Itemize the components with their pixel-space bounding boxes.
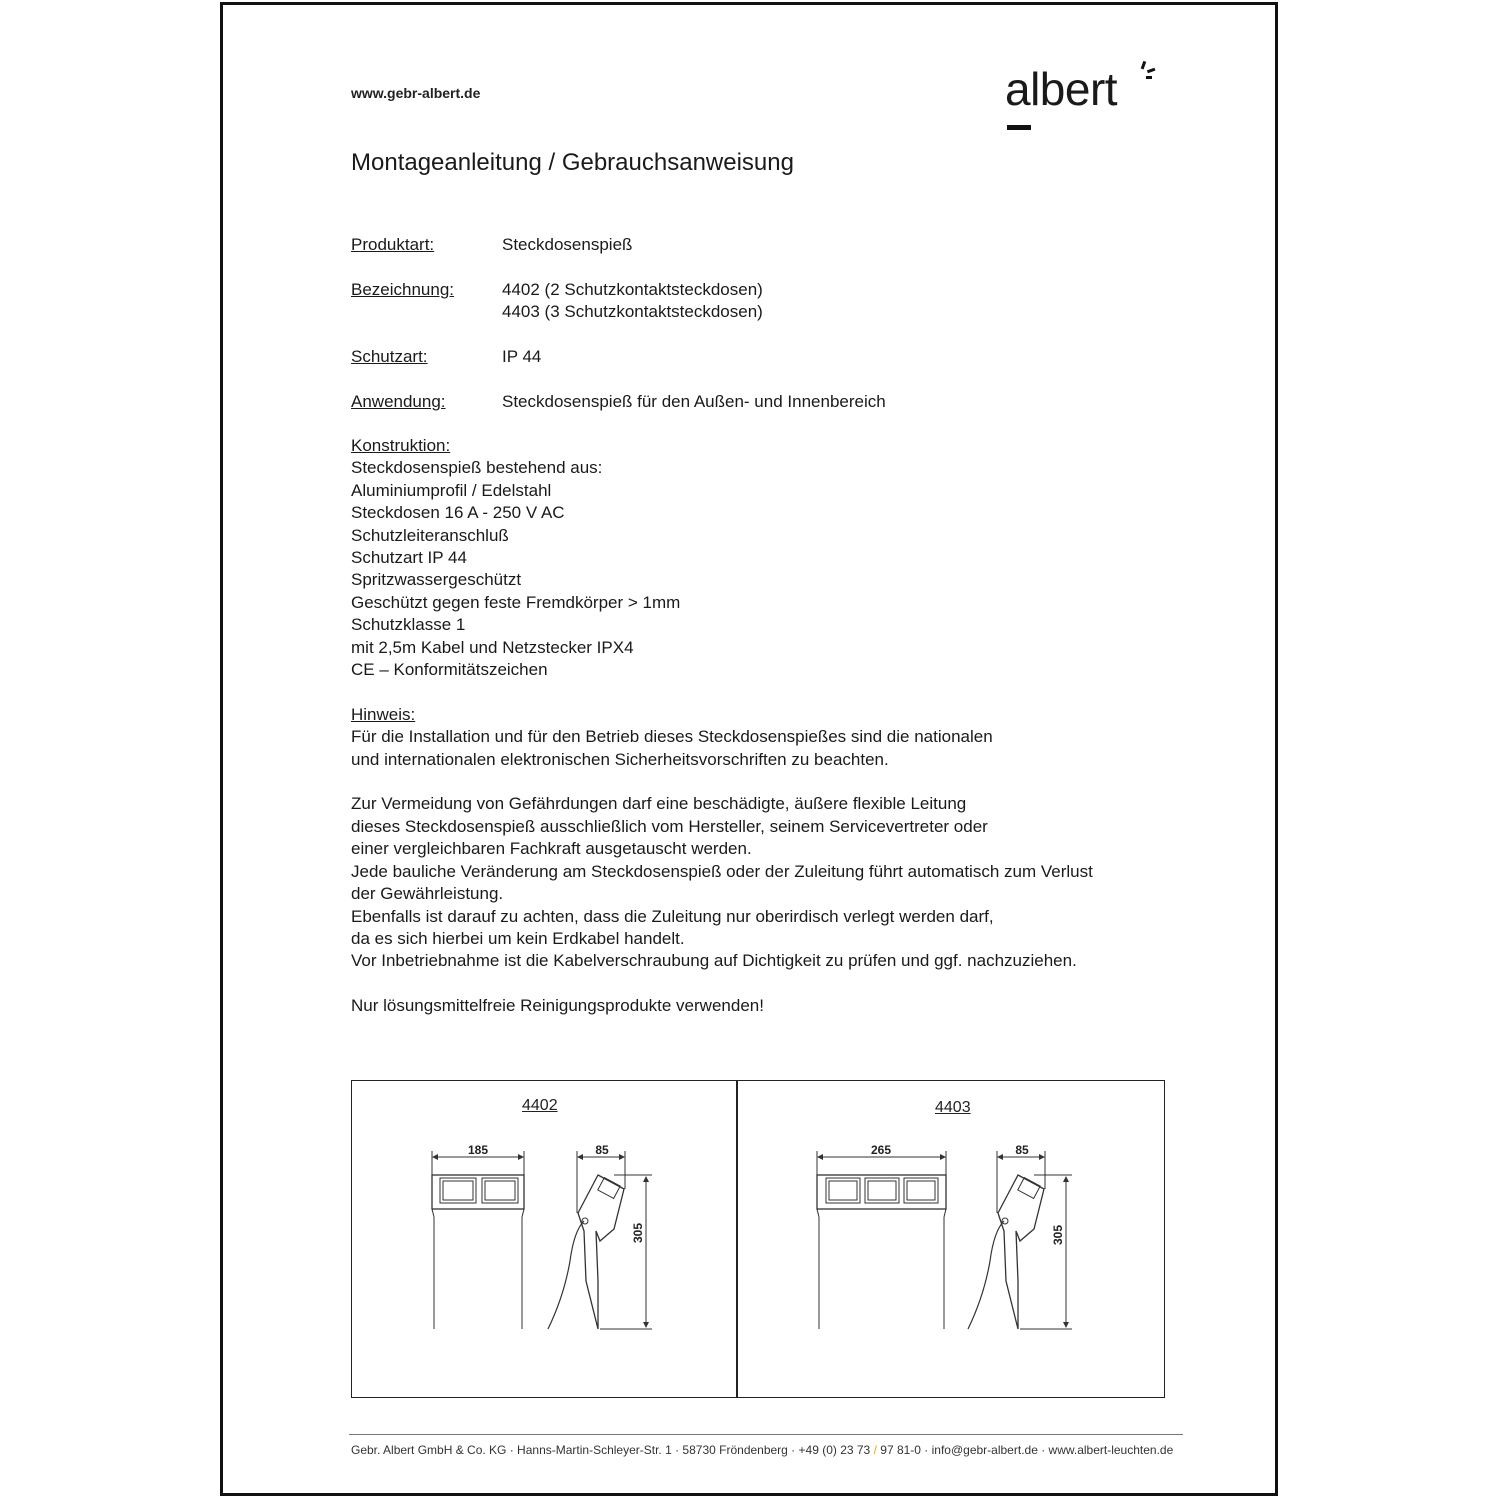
logo-wordmark: albert (1005, 63, 1118, 115)
drawing-title-4403: 4403 (935, 1099, 971, 1116)
notice-line: und internationalen elektronischen Sicherheitsvorschriften zu beachten. (351, 749, 889, 769)
notice-line: da es sich hierbei um kein Erdkabel handelt. (351, 928, 685, 948)
spec-label-bezeichnung: Bezeichnung: (351, 280, 455, 299)
logo-rays-icon (1133, 61, 1159, 87)
construction-line: Geschützt gegen feste Fremdkörper > 1mm (351, 592, 681, 612)
spec-label-produktart: Produktart: (351, 235, 435, 254)
footer (351, 1443, 1173, 1457)
footer-divider (349, 1434, 1183, 1435)
footer-slash: / (873, 1443, 877, 1457)
notice-heading: Hinweis: (351, 704, 416, 724)
cleaning-notice: Nur lösungsmittelfreie Reinigungsprodukte verwenden! (351, 996, 764, 1016)
notice-line: Für die Installation und für den Betrieb dieses Steckdosenspießes sind die nationalen (351, 727, 993, 747)
spec-value-produktart: Steckdosenspieß (502, 235, 633, 254)
dim-height-4402: 305 (631, 1222, 645, 1244)
drawing-canvas (352, 1081, 1164, 1397)
construction-line: Aluminiumprofil / Edelstahl (351, 480, 552, 500)
notice-line: der Gewährleistung. (351, 884, 504, 904)
footer-contact[interactable]: 97 81-0 · info@gebr-albert.de · www.albert-leuchten.de (880, 1443, 1174, 1457)
front-view-4402 (432, 1151, 524, 1329)
drawing-title-4402: 4402 (522, 1097, 558, 1114)
dim-width-4403: 265 (870, 1143, 892, 1157)
notice-line: dieses Steckdosenspieß ausschließlich vom Hersteller, seinem Servicevertreter oder (351, 816, 988, 836)
construction-line: Schutzklasse 1 (351, 615, 466, 635)
spec-label-anwendung: Anwendung: (351, 392, 446, 411)
notice-line: Jede bauliche Veränderung am Steckdosenspieß oder der Zuleitung führt automatisch zum Verlust (351, 861, 1093, 881)
dim-depth-4403: 85 (1015, 1143, 1029, 1157)
construction-line: mit 2,5m Kabel und Netzstecker IPX4 (351, 637, 634, 657)
spec-value-anwendung: Steckdosenspieß für den Außen- und Innenbereich (502, 392, 886, 411)
dim-height-4403: 305 (1051, 1224, 1065, 1246)
dim-width-4402: 185 (467, 1143, 489, 1157)
front-view-4403 (817, 1151, 946, 1329)
spec-value-schutzart: IP 44 (502, 347, 542, 366)
technical-drawings (351, 1080, 1165, 1398)
construction-line: Schutzart IP 44 (351, 548, 467, 568)
document-page (220, 2, 1278, 1496)
logo-underline (1007, 125, 1031, 130)
notice-line: Vor Inbetriebnahme ist die Kabelverschraubung auf Dichtigkeit zu prüfen und ggf. nachzuziehen. (351, 951, 1077, 971)
construction-line: CE – Konformitätszeichen (351, 660, 548, 680)
notice-line: einer vergleichbaren Fachkraft ausgetauscht werden. (351, 839, 752, 859)
notice-line: Ebenfalls ist darauf zu achten, dass die Zuleitung nur oberirdisch verlegt werden darf, (351, 906, 994, 926)
construction-line: Schutzleiteranschluß (351, 525, 509, 545)
construction-line: Steckdosenspieß bestehend aus: (351, 458, 603, 478)
spec-value-bezeichnung-4403: 4403 (3 Schutzkontaktsteckdosen) (502, 302, 763, 321)
website-url[interactable]: www.gebr-albert.de (351, 85, 481, 101)
notice-line: Zur Vermeidung von Gefährdungen darf eine beschädigte, äußere flexible Leitung (351, 794, 967, 814)
construction-line: Spritzwassergeschützt (351, 570, 522, 590)
dim-depth-4402: 85 (595, 1143, 609, 1157)
construction-heading: Konstruktion: (351, 436, 451, 455)
page-title: Montageanleitung / Gebrauchsanweisung (351, 149, 794, 176)
spec-label-schutzart: Schutzart: (351, 347, 428, 366)
footer-company: Gebr. Albert GmbH & Co. KG · Hanns-Martin-Schleyer-Str. 1 · 58730 Fröndenberg · +49 (0) 23 73 (351, 1443, 871, 1457)
text-body (351, 435, 1171, 1018)
construction-line: Steckdosen 16 A - 250 V AC (351, 503, 565, 523)
albert-logo (1005, 59, 1165, 139)
spec-value-bezeichnung-4402: 4402 (2 Schutzkontaktsteckdosen) (502, 280, 763, 299)
